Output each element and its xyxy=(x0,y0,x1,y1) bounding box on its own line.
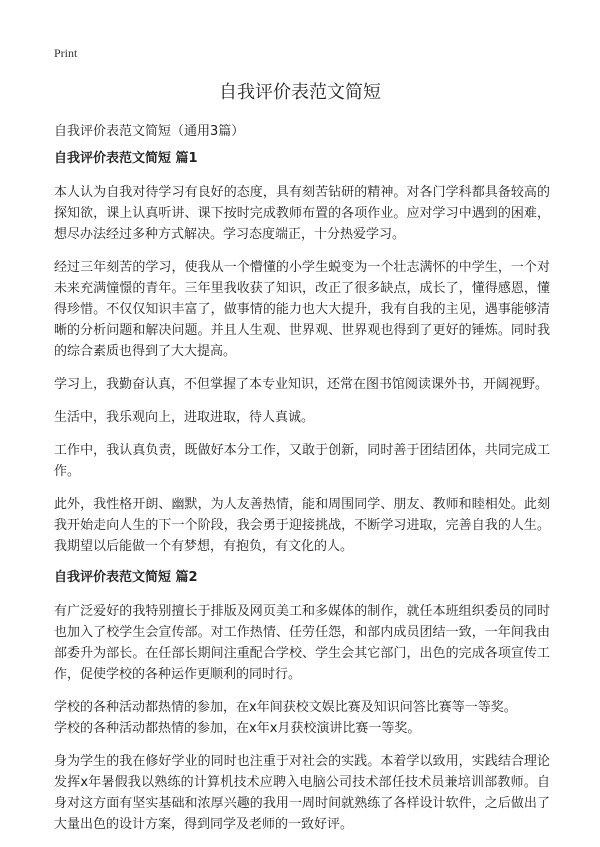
paragraph: 有广泛爱好的我特别擅长于排版及网页美工和多媒体的制作，就任本班组织委员的同时也加入了校学生会宣传部。对工作热情、任劳任怨，和部内成员团结一致，一年间我由部委升为部长。在任部长期间注重配合学校、学生会其它部门，出色的完成各项宣传工作，促使学校的各种运作更顺利的同时行。 xyxy=(54,604,550,682)
paragraph: 此外，我性格开朗、幽默，为人友善热情，能和周围同学、朋友、教师和睦相处。此刻我开始走向人生的下一个阶段，我会勇于迎接挑战，不断学习进取，完善自我的人生。我期望以后能做一个有梦想，有抱负，有文化的人。 xyxy=(54,497,550,554)
paragraph: 学校的各种活动都热情的参加，在x年间获校文娱比赛及知识问答比赛等一等奖。 xyxy=(54,700,517,715)
paragraph: 本人认为自我对待学习有良好的态度，具有刻苦钻研的精神。对各门学科都具备较高的探知欲，课上认真听讲、课下按时完成教师布置的各项作业。应对学习中遇到的困难，想尽办法经过多种方式解决。学习态度端正，十分热爱学习。 xyxy=(54,185,550,242)
section-1 xyxy=(54,150,550,557)
document-subtitle: 自我评价表范文简短（通用3篇） xyxy=(54,124,245,139)
paragraph: 身为学生的我在修好学业的同时也注重于对社会的实践。本着学以致用，实践结合理论发挥x年暑假我以熟练的计算机技术应聘入电脑公司技术部任技术员兼培训部教师。自身对这方面有坚实基础和浓厚兴趣的我用一周时间就熟练了各样设计软件，之后做出了大量出色的设计方案，得到同学及老师的一致好评。 xyxy=(54,754,550,832)
paragraph: 生活中，我乐观向上，进取进取，待人真诚。 xyxy=(54,410,315,425)
print-link[interactable]: Print xyxy=(54,46,78,60)
section-heading: 自我评价表范文简短 篇1 xyxy=(54,151,198,166)
paragraph: 经过三年刻苦的学习，使我从一个懵懂的小学生蜕变为一个壮志满怀的中学生，一个对未来充满憧憬的青年。三年里我收获了知识，改正了很多缺点，成长了，懂得感恩，懂得珍惜。不仅仅知识丰富了，做事情的能力也大大提升，我有自我的主见，遇事能够清晰的分析问题和解决问题。并且人生观、世界观、世界观也得到了更好的锤炼。同时我的综合素质也得到了大大提高。 xyxy=(54,260,550,359)
section-2 xyxy=(54,569,550,835)
paragraph: 学校的各种活动都热情的参加，在x年x月获校演讲比赛一等奖。 xyxy=(54,721,421,736)
document-title: 自我评价表范文简短 xyxy=(219,82,381,103)
section-heading: 自我评价表范文简短 篇2 xyxy=(54,570,198,585)
paragraph: 工作中，我认真负责，既做好本分工作，又敢于创新，同时善于团结团体，共同完成工作。 xyxy=(54,443,550,479)
document-body xyxy=(54,150,550,847)
paragraph: 学习上，我勤奋认真，不但掌握了本专业知识，还常在图书馆阅读课外书，开阔视野。 xyxy=(54,377,549,392)
